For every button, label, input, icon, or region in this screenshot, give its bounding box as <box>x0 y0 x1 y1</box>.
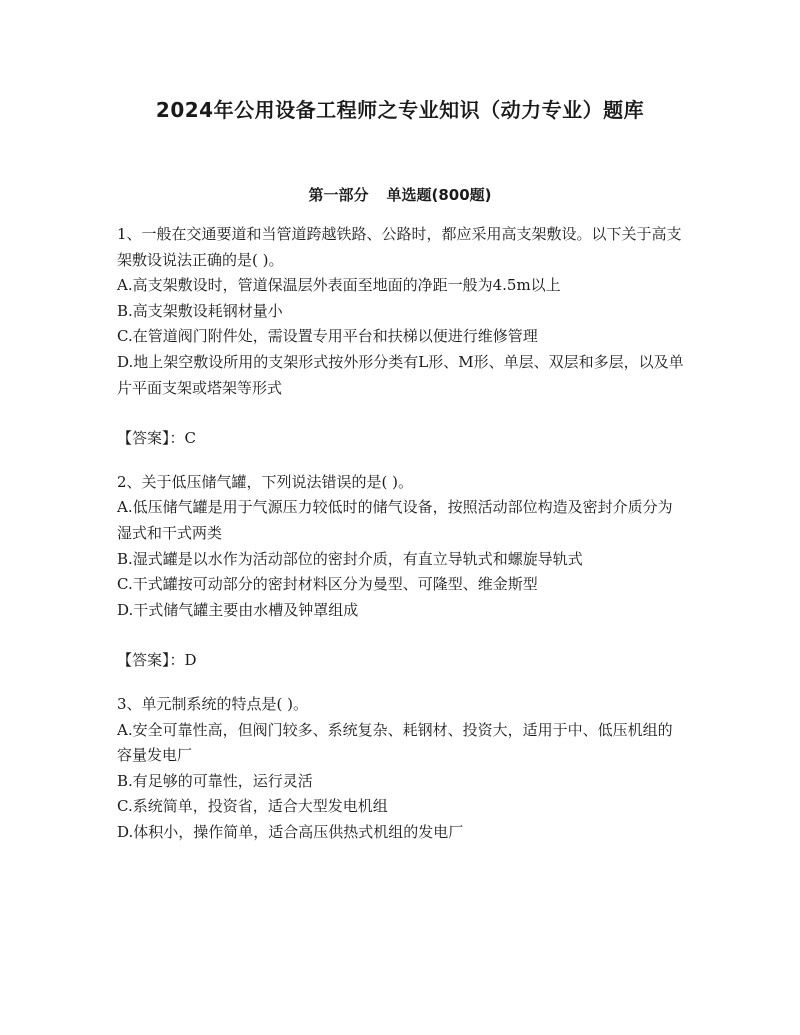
option-b: B.高支架敷设耗钢材量小 <box>117 301 283 320</box>
question-3 <box>117 692 687 846</box>
question-stem: 3、单元制系统的特点是( )。 <box>117 694 309 713</box>
section-part: 第一部分 <box>308 186 369 204</box>
option-c: C.系统简单，投资省，适合大型发电机组 <box>117 797 388 816</box>
section-name: 单选题(800题) <box>386 186 492 204</box>
section-title <box>0 184 800 205</box>
option-c: C.在管道阀门附件处，需设置专用平台和扶梯以便进行维修管理 <box>117 327 538 346</box>
answer-label: 【答案】： <box>117 651 185 670</box>
question-2 <box>117 470 687 674</box>
question-stem: 2、关于低压储气罐，下列说法错误的是( )。 <box>117 472 414 491</box>
option-b: B.湿式罐是以水作为活动部位的密封介质，有直立导轨式和螺旋导轨式 <box>117 549 583 568</box>
option-d: D.体积小，操作简单，适合高压供热式机组的发电厂 <box>117 822 464 841</box>
document-title: 2024年公用设备工程师之专业知识（动力专业）题库 <box>155 98 645 122</box>
option-a: A.低压储气罐是用于气源压力较低时的储气设备，按照活动部位构造及密封介质分为湿式和干式两类 <box>117 498 673 542</box>
option-d: D.地上架空敷设所用的支架形式按外形分类有L形、M形、单层、双层和多层，以及单片平面支架或塔架等形式 <box>117 352 684 397</box>
answer-line <box>117 426 687 452</box>
answer-value: D <box>184 651 197 670</box>
question-list <box>117 222 687 845</box>
option-a: A.安全可靠性高，但阀门较多、系统复杂、耗钢材、投资大，适用于中、低压机组的容量发电厂 <box>117 720 673 765</box>
answer-value: C <box>184 429 196 448</box>
answer-line <box>117 648 687 674</box>
option-d: D.干式储气罐主要由水槽及钟罩组成 <box>117 600 359 619</box>
option-a: A.高支架敷设时，管道保温层外表面至地面的净距一般为4.5m以上 <box>117 276 561 295</box>
option-b: B.有足够的可靠性，运行灵活 <box>117 771 313 790</box>
question-1 <box>117 222 687 452</box>
question-stem: 1、一般在交通要道和当管道跨越铁路、公路时，都应采用高支架敷设。以下关于高支架敷设说法正确的是( )。 <box>117 225 682 269</box>
answer-label: 【答案】： <box>117 429 185 448</box>
option-c: C.干式罐按可动部分的密封材料区分为曼型、可隆型、维金斯型 <box>117 575 538 594</box>
